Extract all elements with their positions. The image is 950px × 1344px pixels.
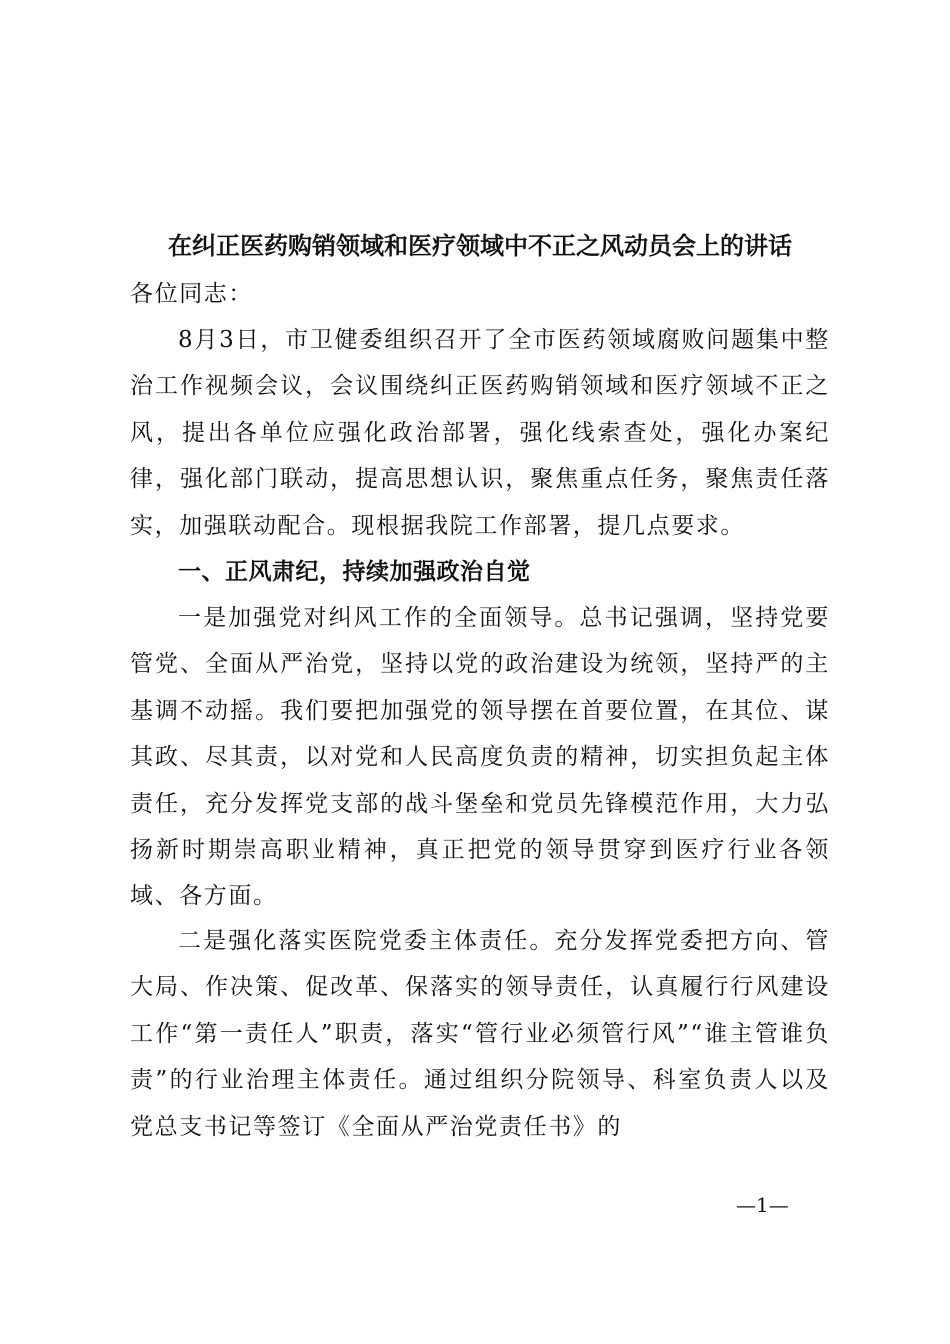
page-number: —1— [736, 1193, 789, 1217]
salutation: 各位同志： [130, 281, 253, 307]
section-heading: 一、正风肃纪，持续加强政治自觉 [178, 559, 531, 585]
document-title: 在纠正医药购销领域和医疗领域中不正之风动员会上的讲话 [168, 231, 792, 260]
paragraph-party-committee-responsibility: 二是强化落实医院党委主体责任。充分发挥党委把方向、管大局、作决策、促改革、保落实的领导责任，认真履行行风建设工作“第一责任人”职责，落实“管行业必须管行风”“谁主管谁负责”的行业治理主体责任。通过组织分院领导、科室负责人以及党总支书记等签订《全面从严治党责任书》的 [130, 928, 830, 1140]
paragraph-intro: 8月3日，市卫健委组织召开了全市医药领域腐败问题集中整治工作视频会议，会议围绕纠正医药购销领域和医疗领域不正之风，提出各单位应强化政治部署，强化线索查处，强化办案纪律，强化部门联动，提高思想认识，聚焦重点任务，聚焦责任落实，加强联动配合。现根据我院工作部署，提几点要求。 [130, 327, 830, 539]
paragraph-party-leadership: 一是加强党对纠风工作的全面领导。总书记强调，坚持党要管党、全面从严治党，坚持以党的政治建设为统领，坚持严的主基调不动摇。我们要把加强党的领导摆在首要位置，在其位、谋其政、尽其责，以对党和人民高度负责的精神，切实担负起主体责任，充分发挥党支部的战斗堡垒和党员先锋模范作用，大力弘扬新时期崇高职业精神，真正把党的领导贯穿到医疗行业各领域、各方面。 [130, 605, 830, 910]
